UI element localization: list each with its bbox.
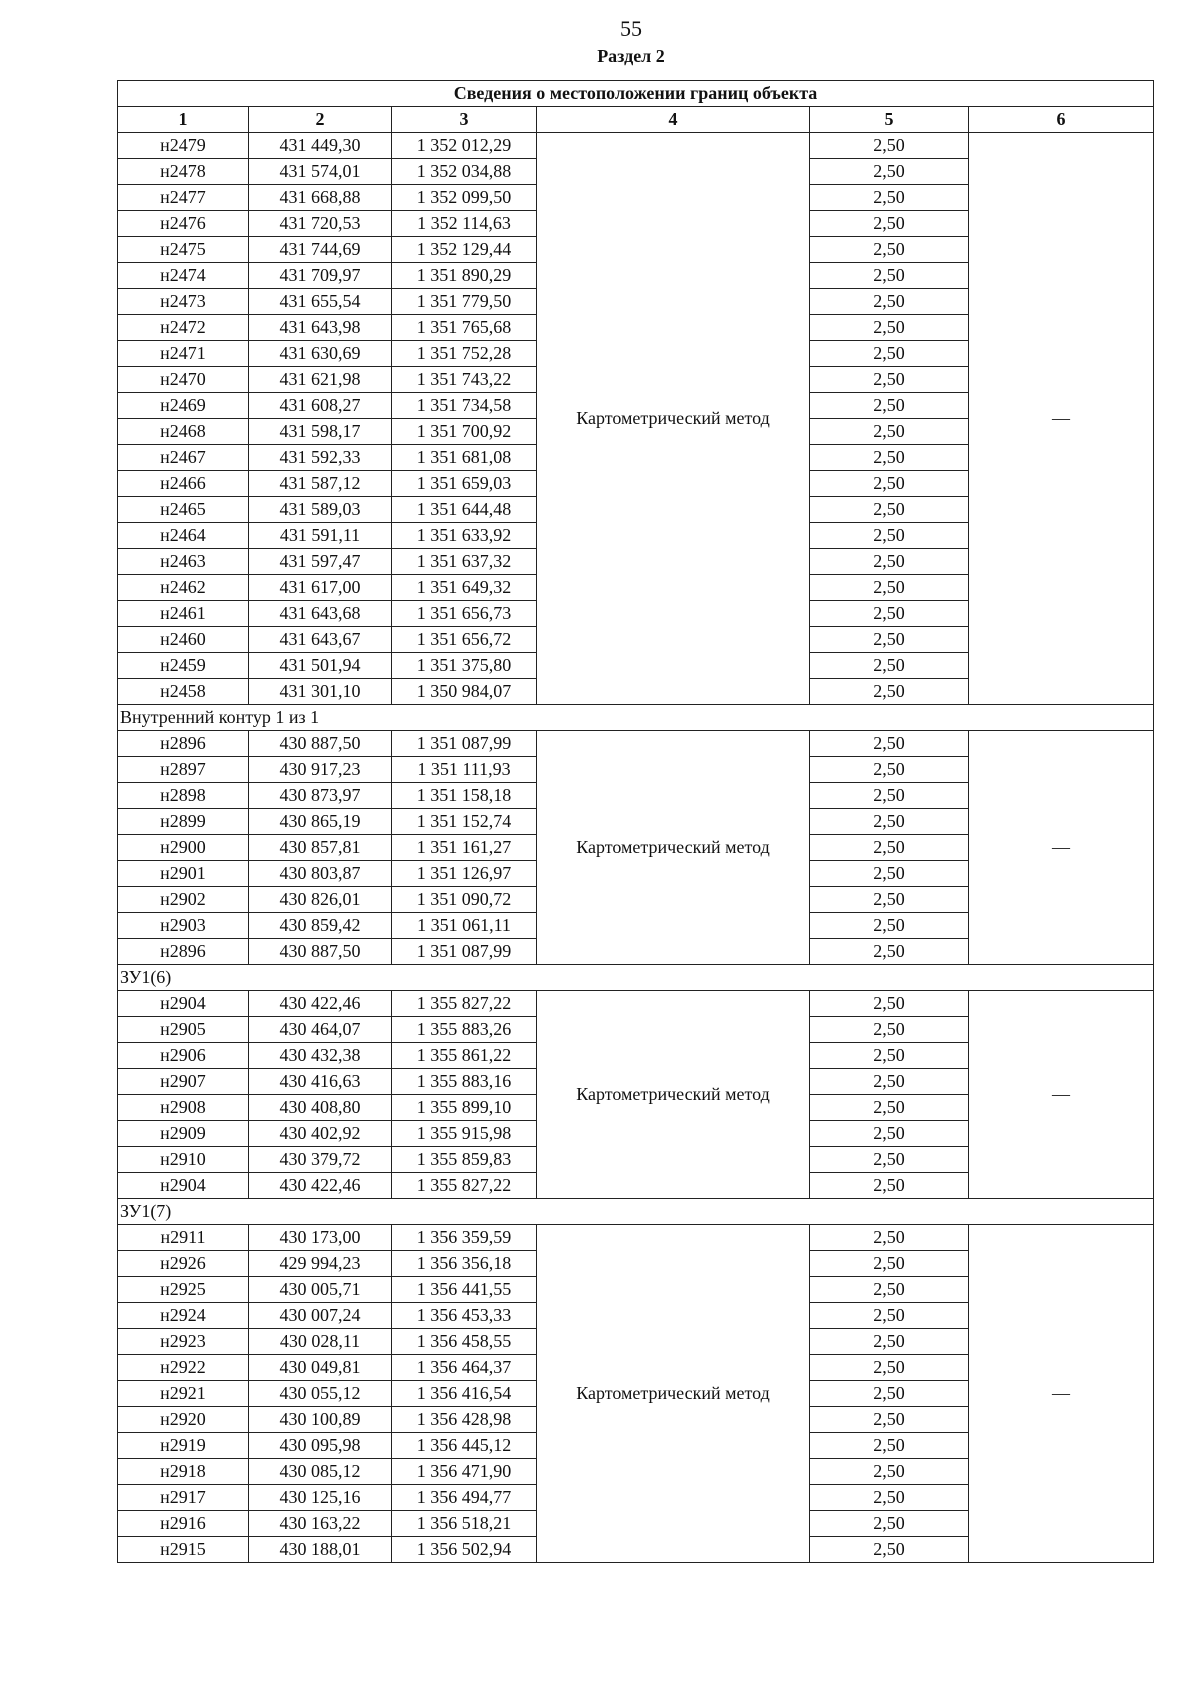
y-coordinate-cell: 1 351 890,29 — [392, 263, 537, 289]
y-coordinate-cell: 1 351 752,28 — [392, 341, 537, 367]
x-coordinate-cell: 431 449,30 — [249, 133, 392, 159]
accuracy-cell: 2,50 — [810, 1511, 969, 1537]
point-name-cell: н2903 — [118, 913, 249, 939]
point-name-cell: н2905 — [118, 1017, 249, 1043]
x-coordinate-cell: 430 803,87 — [249, 861, 392, 887]
x-coordinate-cell: 431 598,17 — [249, 419, 392, 445]
y-coordinate-cell: 1 351 644,48 — [392, 497, 537, 523]
x-coordinate-cell: 431 744,69 — [249, 237, 392, 263]
column-number: 1 — [118, 107, 249, 133]
x-coordinate-cell: 430 049,81 — [249, 1355, 392, 1381]
table-title-row — [118, 81, 1154, 107]
y-coordinate-cell: 1 351 656,73 — [392, 601, 537, 627]
table-body — [118, 81, 1154, 1563]
group-label: ЗУ1(7) — [118, 1199, 1154, 1225]
y-coordinate-cell: 1 355 915,98 — [392, 1121, 537, 1147]
y-coordinate-cell: 1 351 375,80 — [392, 653, 537, 679]
point-name-cell: н2467 — [118, 445, 249, 471]
accuracy-cell: 2,50 — [810, 861, 969, 887]
point-name-cell: н2466 — [118, 471, 249, 497]
accuracy-cell: 2,50 — [810, 497, 969, 523]
point-name-cell: н2919 — [118, 1433, 249, 1459]
point-name-cell: н2900 — [118, 835, 249, 861]
y-coordinate-cell: 1 351 161,27 — [392, 835, 537, 861]
x-coordinate-cell: 430 416,63 — [249, 1069, 392, 1095]
accuracy-cell: 2,50 — [810, 471, 969, 497]
x-coordinate-cell: 431 608,27 — [249, 393, 392, 419]
y-coordinate-cell: 1 356 494,77 — [392, 1485, 537, 1511]
point-name-cell: н2920 — [118, 1407, 249, 1433]
column-number: 4 — [537, 107, 810, 133]
x-coordinate-cell: 431 589,03 — [249, 497, 392, 523]
x-coordinate-cell: 429 994,23 — [249, 1251, 392, 1277]
accuracy-cell: 2,50 — [810, 575, 969, 601]
accuracy-cell: 2,50 — [810, 809, 969, 835]
x-coordinate-cell: 430 887,50 — [249, 731, 392, 757]
table-row — [118, 133, 1154, 159]
x-coordinate-cell: 430 007,24 — [249, 1303, 392, 1329]
point-name-cell: н2918 — [118, 1459, 249, 1485]
method-cell: Картометрический метод — [537, 1225, 810, 1563]
column-6-cell: — — [969, 731, 1154, 965]
point-name-cell: н2901 — [118, 861, 249, 887]
point-name-cell: н2461 — [118, 601, 249, 627]
x-coordinate-cell: 431 668,88 — [249, 185, 392, 211]
point-name-cell: н2475 — [118, 237, 249, 263]
table-row — [118, 991, 1154, 1017]
point-name-cell: н2479 — [118, 133, 249, 159]
y-coordinate-cell: 1 351 087,99 — [392, 939, 537, 965]
group-row — [118, 1199, 1154, 1225]
point-name-cell: н2459 — [118, 653, 249, 679]
method-cell: Картометрический метод — [537, 133, 810, 705]
y-coordinate-cell: 1 356 359,59 — [392, 1225, 537, 1251]
accuracy-cell: 2,50 — [810, 913, 969, 939]
x-coordinate-cell: 430 859,42 — [249, 913, 392, 939]
point-name-cell: н2474 — [118, 263, 249, 289]
x-coordinate-cell: 431 587,12 — [249, 471, 392, 497]
y-coordinate-cell: 1 351 700,92 — [392, 419, 537, 445]
accuracy-cell: 2,50 — [810, 1069, 969, 1095]
x-coordinate-cell: 430 857,81 — [249, 835, 392, 861]
x-coordinate-cell: 430 055,12 — [249, 1381, 392, 1407]
y-coordinate-cell: 1 352 114,63 — [392, 211, 537, 237]
accuracy-cell: 2,50 — [810, 341, 969, 367]
point-name-cell: н2463 — [118, 549, 249, 575]
x-coordinate-cell: 430 865,19 — [249, 809, 392, 835]
y-coordinate-cell: 1 352 012,29 — [392, 133, 537, 159]
column-number: 5 — [810, 107, 969, 133]
accuracy-cell: 2,50 — [810, 367, 969, 393]
point-name-cell: н2462 — [118, 575, 249, 601]
y-coordinate-cell: 1 355 883,16 — [392, 1069, 537, 1095]
accuracy-cell: 2,50 — [810, 1537, 969, 1563]
point-name-cell: н2460 — [118, 627, 249, 653]
column-number: 2 — [249, 107, 392, 133]
group-label: ЗУ1(6) — [118, 965, 1154, 991]
y-coordinate-cell: 1 351 637,32 — [392, 549, 537, 575]
point-name-cell: н2476 — [118, 211, 249, 237]
point-name-cell: н2464 — [118, 523, 249, 549]
point-name-cell: н2909 — [118, 1121, 249, 1147]
column-6-cell: — — [969, 133, 1154, 705]
x-coordinate-cell: 431 720,53 — [249, 211, 392, 237]
accuracy-cell: 2,50 — [810, 601, 969, 627]
point-name-cell: н2899 — [118, 809, 249, 835]
point-name-cell: н2896 — [118, 731, 249, 757]
x-coordinate-cell: 431 709,97 — [249, 263, 392, 289]
accuracy-cell: 2,50 — [810, 1121, 969, 1147]
accuracy-cell: 2,50 — [810, 445, 969, 471]
point-name-cell: н2907 — [118, 1069, 249, 1095]
accuracy-cell: 2,50 — [810, 679, 969, 705]
y-coordinate-cell: 1 351 743,22 — [392, 367, 537, 393]
accuracy-cell: 2,50 — [810, 159, 969, 185]
y-coordinate-cell: 1 351 649,32 — [392, 575, 537, 601]
table-title: Сведения о местоположении границ объекта — [118, 81, 1154, 107]
x-coordinate-cell: 431 630,69 — [249, 341, 392, 367]
accuracy-cell: 2,50 — [810, 1303, 969, 1329]
point-name-cell: н2470 — [118, 367, 249, 393]
x-coordinate-cell: 431 617,00 — [249, 575, 392, 601]
y-coordinate-cell: 1 351 061,11 — [392, 913, 537, 939]
y-coordinate-cell: 1 352 034,88 — [392, 159, 537, 185]
accuracy-cell: 2,50 — [810, 1043, 969, 1069]
point-name-cell: н2896 — [118, 939, 249, 965]
accuracy-cell: 2,50 — [810, 523, 969, 549]
point-name-cell: н2478 — [118, 159, 249, 185]
x-coordinate-cell: 431 597,47 — [249, 549, 392, 575]
boundary-coordinates-table — [117, 80, 1154, 1563]
point-name-cell: н2911 — [118, 1225, 249, 1251]
y-coordinate-cell: 1 351 090,72 — [392, 887, 537, 913]
y-coordinate-cell: 1 356 428,98 — [392, 1407, 537, 1433]
point-name-cell: н2469 — [118, 393, 249, 419]
y-coordinate-cell: 1 356 441,55 — [392, 1277, 537, 1303]
point-name-cell: н2923 — [118, 1329, 249, 1355]
point-name-cell: н2904 — [118, 1173, 249, 1199]
y-coordinate-cell: 1 351 087,99 — [392, 731, 537, 757]
y-coordinate-cell: 1 356 445,12 — [392, 1433, 537, 1459]
accuracy-cell: 2,50 — [810, 1277, 969, 1303]
accuracy-cell: 2,50 — [810, 887, 969, 913]
accuracy-cell: 2,50 — [810, 1095, 969, 1121]
x-coordinate-cell: 430 873,97 — [249, 783, 392, 809]
accuracy-cell: 2,50 — [810, 211, 969, 237]
x-coordinate-cell: 431 591,11 — [249, 523, 392, 549]
point-name-cell: н2904 — [118, 991, 249, 1017]
point-name-cell: н2898 — [118, 783, 249, 809]
x-coordinate-cell: 430 432,38 — [249, 1043, 392, 1069]
x-coordinate-cell: 430 887,50 — [249, 939, 392, 965]
point-name-cell: н2471 — [118, 341, 249, 367]
accuracy-cell: 2,50 — [810, 1485, 969, 1511]
point-name-cell: н2477 — [118, 185, 249, 211]
y-coordinate-cell: 1 351 126,97 — [392, 861, 537, 887]
y-coordinate-cell: 1 355 859,83 — [392, 1147, 537, 1173]
point-name-cell: н2917 — [118, 1485, 249, 1511]
accuracy-cell: 2,50 — [810, 939, 969, 965]
x-coordinate-cell: 430 028,11 — [249, 1329, 392, 1355]
method-cell: Картометрический метод — [537, 991, 810, 1199]
accuracy-cell: 2,50 — [810, 1381, 969, 1407]
point-name-cell: н2468 — [118, 419, 249, 445]
y-coordinate-cell: 1 351 656,72 — [392, 627, 537, 653]
y-coordinate-cell: 1 352 129,44 — [392, 237, 537, 263]
x-coordinate-cell: 430 402,92 — [249, 1121, 392, 1147]
x-coordinate-cell: 430 005,71 — [249, 1277, 392, 1303]
point-name-cell: н2897 — [118, 757, 249, 783]
accuracy-cell: 2,50 — [810, 133, 969, 159]
accuracy-cell: 2,50 — [810, 1251, 969, 1277]
accuracy-cell: 2,50 — [810, 1407, 969, 1433]
y-coordinate-cell: 1 351 158,18 — [392, 783, 537, 809]
page-number: 55 — [620, 16, 642, 41]
y-coordinate-cell: 1 352 099,50 — [392, 185, 537, 211]
method-cell: Картометрический метод — [537, 731, 810, 965]
accuracy-cell: 2,50 — [810, 1459, 969, 1485]
y-coordinate-cell: 1 351 681,08 — [392, 445, 537, 471]
x-coordinate-cell: 431 643,68 — [249, 601, 392, 627]
y-coordinate-cell: 1 351 111,93 — [392, 757, 537, 783]
table-row — [118, 1225, 1154, 1251]
accuracy-cell: 2,50 — [810, 835, 969, 861]
point-name-cell: н2921 — [118, 1381, 249, 1407]
y-coordinate-cell: 1 351 633,92 — [392, 523, 537, 549]
x-coordinate-cell: 430 188,01 — [249, 1537, 392, 1563]
x-coordinate-cell: 431 643,98 — [249, 315, 392, 341]
point-name-cell: н2916 — [118, 1511, 249, 1537]
group-row — [118, 965, 1154, 991]
x-coordinate-cell: 431 655,54 — [249, 289, 392, 315]
column-number: 6 — [969, 107, 1154, 133]
x-coordinate-cell: 431 501,94 — [249, 653, 392, 679]
y-coordinate-cell: 1 351 659,03 — [392, 471, 537, 497]
y-coordinate-cell: 1 356 464,37 — [392, 1355, 537, 1381]
x-coordinate-cell: 430 163,22 — [249, 1511, 392, 1537]
accuracy-cell: 2,50 — [810, 1147, 969, 1173]
y-coordinate-cell: 1 356 518,21 — [392, 1511, 537, 1537]
y-coordinate-cell: 1 351 152,74 — [392, 809, 537, 835]
y-coordinate-cell: 1 356 471,90 — [392, 1459, 537, 1485]
column-number: 3 — [392, 107, 537, 133]
point-name-cell: н2926 — [118, 1251, 249, 1277]
accuracy-cell: 2,50 — [810, 237, 969, 263]
accuracy-cell: 2,50 — [810, 991, 969, 1017]
x-coordinate-cell: 430 917,23 — [249, 757, 392, 783]
x-coordinate-cell: 430 125,16 — [249, 1485, 392, 1511]
x-coordinate-cell: 430 408,80 — [249, 1095, 392, 1121]
y-coordinate-cell: 1 351 765,68 — [392, 315, 537, 341]
group-label: Внутренний контур 1 из 1 — [118, 705, 1154, 731]
point-name-cell: н2473 — [118, 289, 249, 315]
point-name-cell: н2915 — [118, 1537, 249, 1563]
accuracy-cell: 2,50 — [810, 289, 969, 315]
point-name-cell: н2908 — [118, 1095, 249, 1121]
y-coordinate-cell: 1 356 356,18 — [392, 1251, 537, 1277]
point-name-cell: н2925 — [118, 1277, 249, 1303]
y-coordinate-cell: 1 355 883,26 — [392, 1017, 537, 1043]
y-coordinate-cell: 1 356 458,55 — [392, 1329, 537, 1355]
y-coordinate-cell: 1 355 861,22 — [392, 1043, 537, 1069]
point-name-cell: н2922 — [118, 1355, 249, 1381]
x-coordinate-cell: 430 100,89 — [249, 1407, 392, 1433]
y-coordinate-cell: 1 355 899,10 — [392, 1095, 537, 1121]
column-6-cell: — — [969, 991, 1154, 1199]
x-coordinate-cell: 431 643,67 — [249, 627, 392, 653]
accuracy-cell: 2,50 — [810, 185, 969, 211]
point-name-cell: н2458 — [118, 679, 249, 705]
accuracy-cell: 2,50 — [810, 263, 969, 289]
accuracy-cell: 2,50 — [810, 549, 969, 575]
column-number-row — [118, 107, 1154, 133]
x-coordinate-cell: 431 574,01 — [249, 159, 392, 185]
x-coordinate-cell: 431 621,98 — [249, 367, 392, 393]
y-coordinate-cell: 1 355 827,22 — [392, 1173, 537, 1199]
accuracy-cell: 2,50 — [810, 419, 969, 445]
accuracy-cell: 2,50 — [810, 731, 969, 757]
point-name-cell: н2924 — [118, 1303, 249, 1329]
accuracy-cell: 2,50 — [810, 627, 969, 653]
x-coordinate-cell: 431 301,10 — [249, 679, 392, 705]
accuracy-cell: 2,50 — [810, 653, 969, 679]
accuracy-cell: 2,50 — [810, 1329, 969, 1355]
x-coordinate-cell: 431 592,33 — [249, 445, 392, 471]
y-coordinate-cell: 1 356 502,94 — [392, 1537, 537, 1563]
point-name-cell: н2472 — [118, 315, 249, 341]
point-name-cell: н2906 — [118, 1043, 249, 1069]
accuracy-cell: 2,50 — [810, 393, 969, 419]
y-coordinate-cell: 1 356 453,33 — [392, 1303, 537, 1329]
point-name-cell: н2910 — [118, 1147, 249, 1173]
y-coordinate-cell: 1 350 984,07 — [392, 679, 537, 705]
x-coordinate-cell: 430 464,07 — [249, 1017, 392, 1043]
x-coordinate-cell: 430 085,12 — [249, 1459, 392, 1485]
accuracy-cell: 2,50 — [810, 757, 969, 783]
x-coordinate-cell: 430 173,00 — [249, 1225, 392, 1251]
x-coordinate-cell: 430 422,46 — [249, 1173, 392, 1199]
point-name-cell: н2465 — [118, 497, 249, 523]
x-coordinate-cell: 430 379,72 — [249, 1147, 392, 1173]
x-coordinate-cell: 430 826,01 — [249, 887, 392, 913]
y-coordinate-cell: 1 351 734,58 — [392, 393, 537, 419]
y-coordinate-cell: 1 356 416,54 — [392, 1381, 537, 1407]
group-row — [118, 705, 1154, 731]
point-name-cell: н2902 — [118, 887, 249, 913]
accuracy-cell: 2,50 — [810, 1433, 969, 1459]
accuracy-cell: 2,50 — [810, 1017, 969, 1043]
section-heading: Раздел 2 — [597, 46, 665, 66]
table-row — [118, 731, 1154, 757]
x-coordinate-cell: 430 095,98 — [249, 1433, 392, 1459]
accuracy-cell: 2,50 — [810, 1173, 969, 1199]
accuracy-cell: 2,50 — [810, 783, 969, 809]
y-coordinate-cell: 1 351 779,50 — [392, 289, 537, 315]
y-coordinate-cell: 1 355 827,22 — [392, 991, 537, 1017]
x-coordinate-cell: 430 422,46 — [249, 991, 392, 1017]
accuracy-cell: 2,50 — [810, 315, 969, 341]
column-6-cell: — — [969, 1225, 1154, 1563]
accuracy-cell: 2,50 — [810, 1225, 969, 1251]
accuracy-cell: 2,50 — [810, 1355, 969, 1381]
